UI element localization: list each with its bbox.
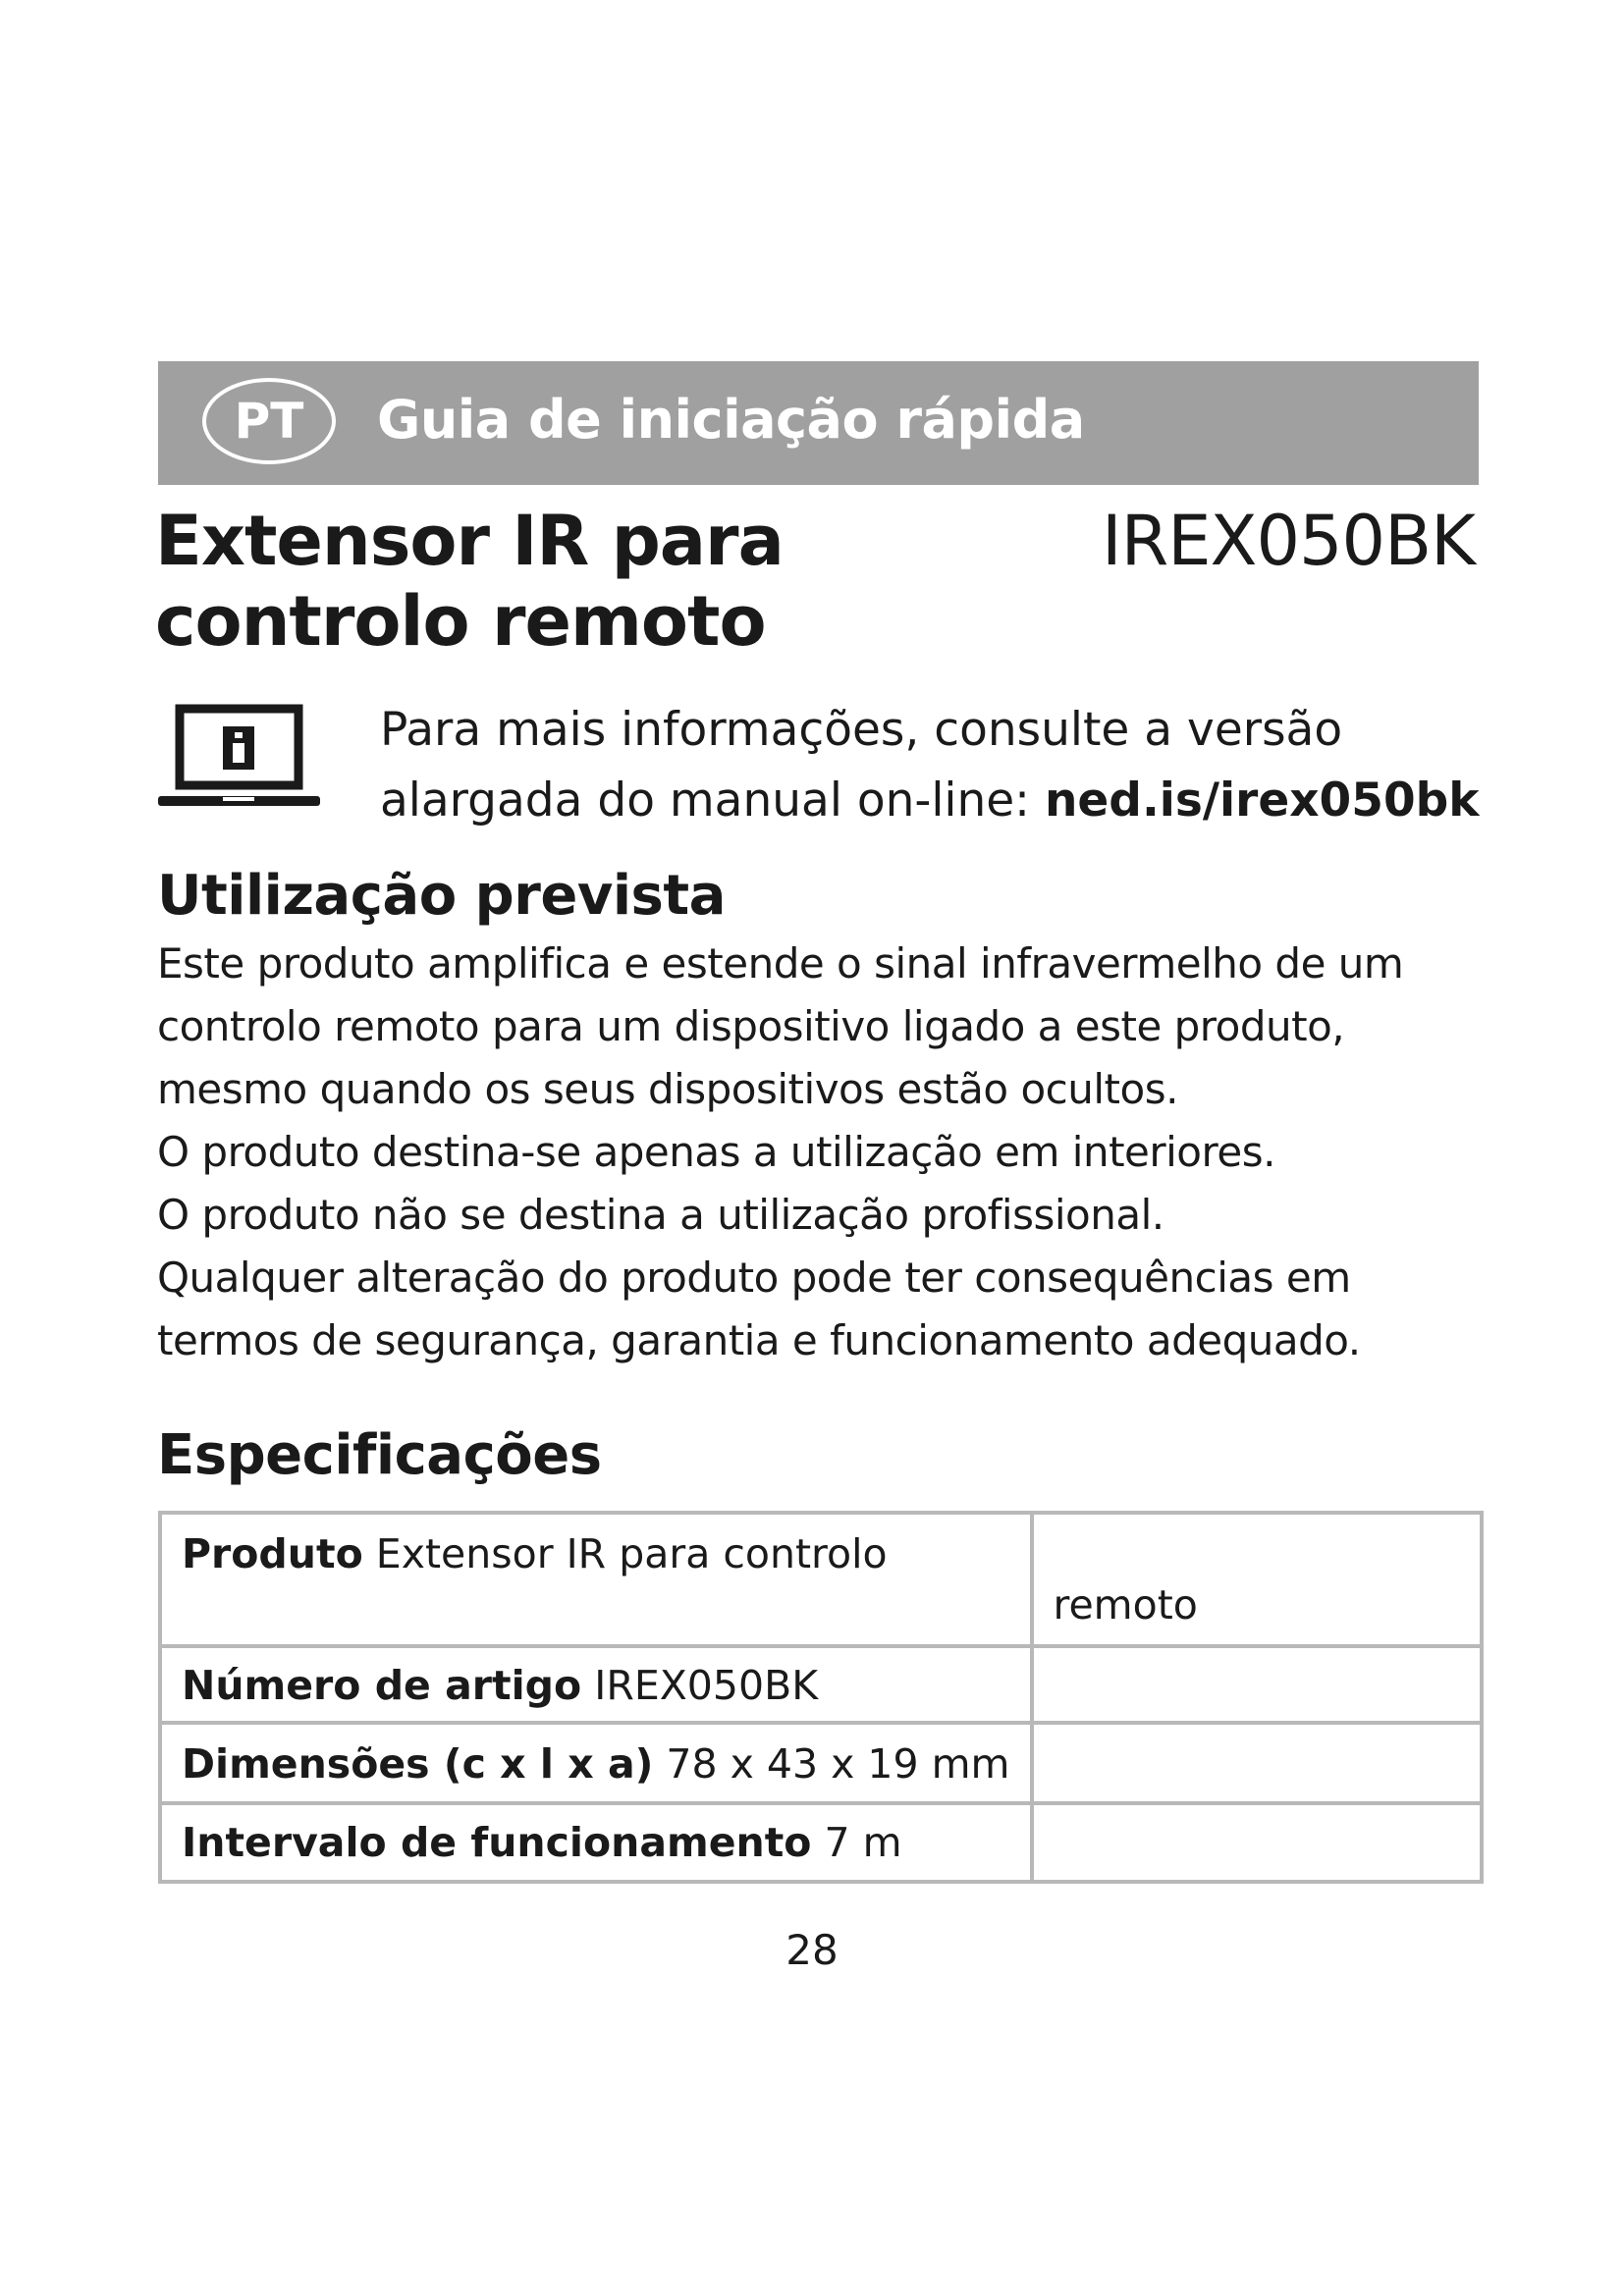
intended-use-text xyxy=(157,933,1492,1372)
table-row xyxy=(160,1513,1482,1646)
specifications-table xyxy=(158,1511,1484,1884)
table-cell xyxy=(160,1803,1032,1882)
table-cell xyxy=(1032,1803,1483,1882)
spec-label: Produto xyxy=(182,1530,363,1577)
intended-use-paragraph: O produto não se destina a utilização profissional. xyxy=(157,1191,1164,1239)
model-number: IREX050BK xyxy=(1102,501,1475,581)
table-row xyxy=(160,1803,1482,1882)
spec-label: Intervalo de funcionamento xyxy=(182,1819,812,1866)
spec-label: Número de artigo xyxy=(182,1662,582,1709)
table-row xyxy=(160,1646,1482,1723)
intended-use-paragraph: O produto destina-se apenas a utilização em interiores. xyxy=(157,1128,1275,1176)
guide-title: Guia de iniciação rápida xyxy=(377,389,1085,451)
spec-value: 7 m xyxy=(824,1819,902,1866)
spec-value: 78 x 43 x 19 mm xyxy=(666,1740,1010,1788)
info-text xyxy=(380,695,1480,836)
product-title: Extensor IR para controlo remoto xyxy=(155,501,784,662)
spec-value: IREX050BK xyxy=(594,1662,819,1709)
intended-use-paragraph: Qualquer alteração do produto pode ter consequências em termos de segurança, garantia e funcionamento adequado. xyxy=(157,1254,1361,1364)
spec-value: Extensor IR para controlo xyxy=(375,1530,888,1577)
table-row xyxy=(160,1723,1482,1803)
table-cell xyxy=(160,1646,1032,1723)
info-description: Para mais informações, consulte a versão alargada do manual on-line: xyxy=(380,703,1343,828)
manual-link[interactable]: ned.is/irex050bk xyxy=(1044,774,1480,828)
table-cell xyxy=(1032,1723,1483,1803)
laptop-info-icon xyxy=(158,703,320,809)
table-cell xyxy=(160,1513,1032,1646)
intended-use-heading: Utilização prevista xyxy=(157,864,726,928)
spec-label: Dimensões (c x l x a) xyxy=(182,1740,654,1788)
language-badge: PT xyxy=(202,378,336,464)
table-cell xyxy=(1032,1513,1483,1646)
spec-value-continued: remoto xyxy=(1053,1581,1198,1629)
page-number: 28 xyxy=(785,1926,839,1974)
table-cell xyxy=(160,1723,1032,1803)
specifications-heading: Especificações xyxy=(157,1423,602,1487)
header-banner xyxy=(158,361,1479,485)
intended-use-paragraph: Este produto amplifica e estende o sinal infravermelho de um controlo remoto para um dispositivo ligado a este produto, mesmo quando os seus dispositivos estão ocultos. xyxy=(157,939,1404,1113)
table-cell xyxy=(1032,1646,1483,1723)
